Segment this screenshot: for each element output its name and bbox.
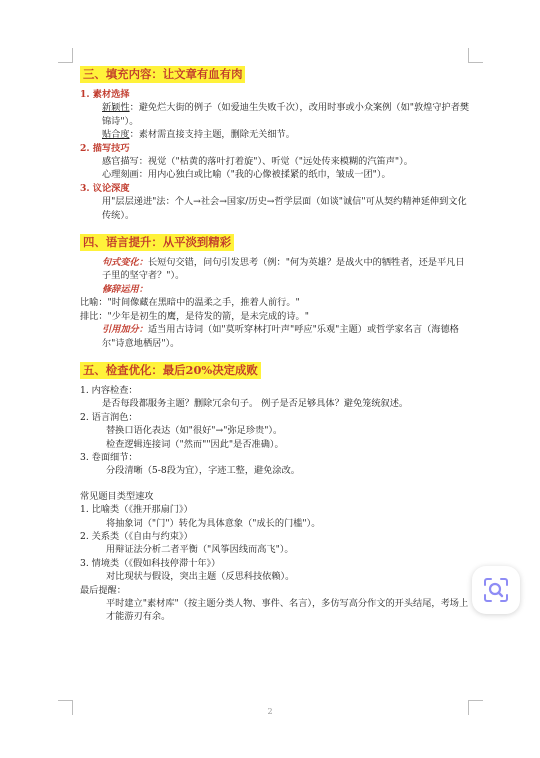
paragraph: 贴合度：素材需直接支持主题，删除无关细节。 — [102, 129, 295, 141]
underlined-term: 贴合度 — [102, 129, 130, 141]
paragraph: 用辩证法分析二者平衡（"风筝因线而高飞"）。 — [106, 544, 294, 556]
paragraph: 排比："少年是初生的鹰，是待发的箭，是未完成的诗。" — [80, 310, 309, 322]
paragraph: 新颖性：避免烂大街的例子（如爱迪生失败千次），改用时事或小众案例（如"敦煌守护者樊锦诗"）。 — [102, 102, 470, 127]
list-item: 2. 关系类（《自由与约束》） — [80, 530, 193, 542]
scan-floating-button[interactable] — [472, 566, 520, 614]
paragraph: 平时建立"素材库"（按主题分类人物、事件、名言），多仿写高分作文的开头结尾，考场上才能游刃有余。 — [106, 598, 469, 623]
paragraph: 是否每段都服务主题？删除冗余句子。 例子是否足够具体？避免笼统叙述。 — [102, 398, 409, 410]
paragraph: 心理刻画：用内心独白或比喻（"我的心像被揉紧的纸巾，皱成一团"）。 — [102, 169, 391, 181]
paragraph: 检查逻辑连接词（"然而""因此"是否准确）。 — [106, 438, 284, 450]
section-heading: 四、语言提升：从平淡到精彩 — [80, 234, 234, 251]
section-heading: 五、检查优化：最后20%决定成败 — [80, 362, 261, 379]
paragraph: 感官描写：视觉（"枯黄的落叶打着旋"）、听觉（"远处传来模糊的汽笛声"）。 — [102, 156, 413, 168]
subheading: 2. 描写技巧 — [80, 142, 130, 154]
page-content — [80, 66, 472, 624]
paragraph — [80, 283, 472, 296]
paragraph: 句式变化：长短句交错，问句引发思考（例："何为英雄？是战火中的牺牲者，还是平凡日子里的坚守者？"）。 — [102, 257, 465, 282]
section-heading: 三、填充内容：让文章有血有肉 — [80, 66, 245, 83]
crop-mark-top-right — [468, 48, 483, 63]
section-topic-types — [80, 490, 472, 624]
list-item: 2. 语言润色： — [80, 411, 138, 423]
section-title: 常见题目类型速攻 — [80, 490, 154, 502]
paragraph: 用"层层递进"法：个人→社会→国家/历史→哲学层面（如谈"诚信"可从契约精神延伸到文化传统）。 — [102, 196, 467, 221]
inline-label: 修辞运用： — [102, 283, 148, 295]
inline-label: 引用加分： — [102, 324, 148, 336]
list-item: 3. 情境类（《假如科技停滞十年》） — [80, 557, 221, 569]
section-language — [80, 234, 472, 350]
section-fill-content — [80, 66, 472, 222]
paragraph: 比喻："时间像藏在黑暗中的温柔之手，推着人前行。" — [80, 297, 300, 309]
paragraph: 将抽象词（"门"）转化为具体意象（"成长的门槛"）。 — [106, 517, 321, 529]
lens-scan-icon — [483, 577, 509, 603]
list-item: 1. 比喻类（《推开那扇门》） — [80, 504, 193, 516]
crop-mark-top-left — [58, 48, 73, 63]
list-item: 最后提醒： — [80, 584, 126, 596]
paragraph: 对比现状与假设，突出主题（反思科技依赖）。 — [106, 571, 295, 583]
underlined-term: 新颖性 — [102, 102, 130, 114]
inline-label: 句式变化： — [102, 257, 148, 269]
page-number: 2 — [267, 707, 273, 716]
list-item: 3. 卷面细节： — [80, 451, 138, 463]
subheading: 1. 素材选择 — [80, 89, 130, 100]
section-check — [80, 362, 472, 478]
paragraph: 分段清晰（5-8段为宜），字迹工整，避免涂改。 — [106, 465, 300, 477]
paragraph: 引用加分：适当用古诗词（如"莫听穿林打叶声"呼应"乐观"主题）或哲学家名言（海德格尔"诗意地栖居"）。 — [102, 324, 459, 349]
list-item: 1. 内容检查： — [80, 384, 138, 396]
subheading: 3. 议论深度 — [80, 182, 130, 194]
paragraph: 替换口语化表达（如"很好"→"弥足珍贵"）。 — [106, 425, 283, 437]
